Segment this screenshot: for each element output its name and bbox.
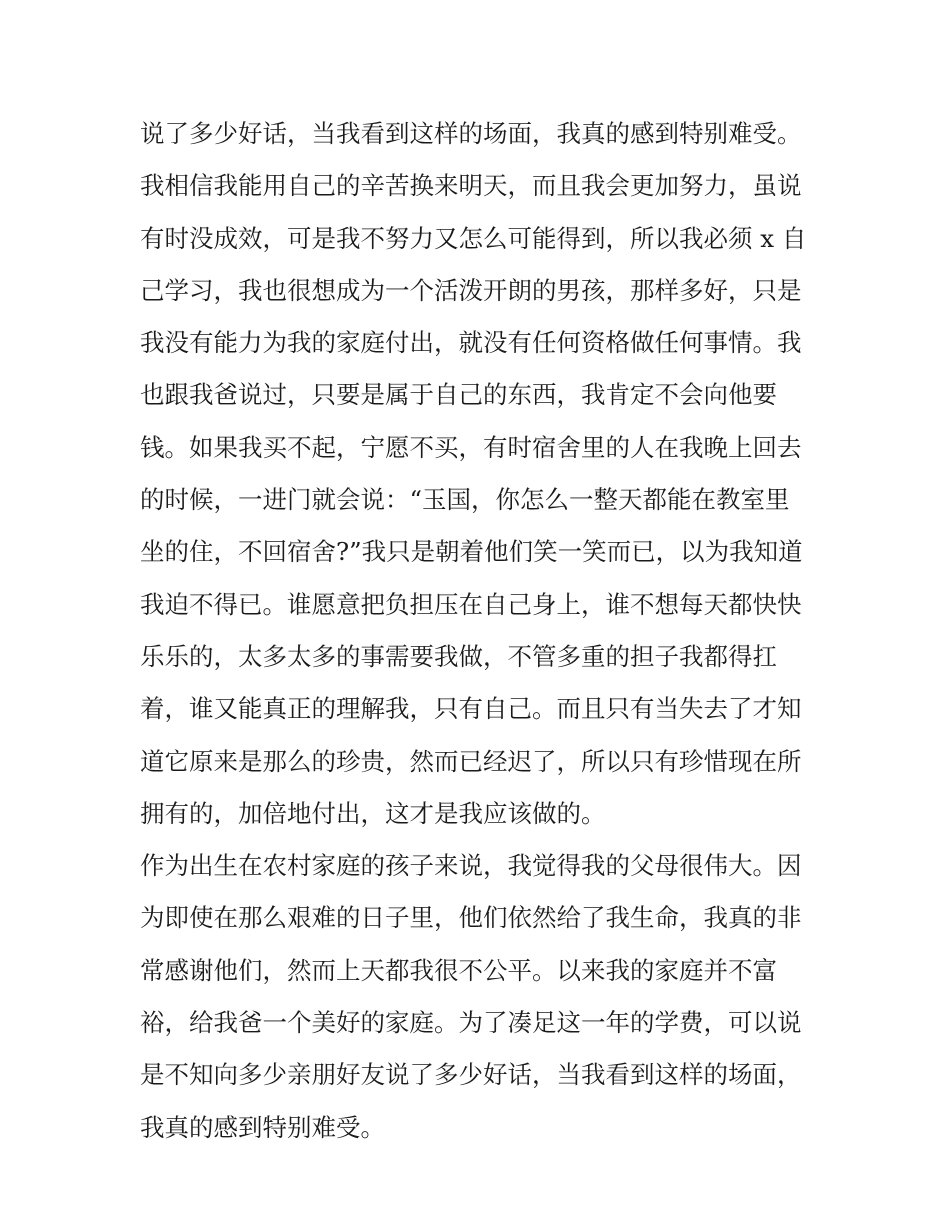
text-line: 是不知向多少亲朋好友说了多少好话，当我看到这样的场面，	[140, 1060, 802, 1090]
text-line: 作为出生在农村家庭的孩子来说，我觉得我的父母很伟大。因	[140, 851, 802, 881]
text-line: 着，谁又能真正的理解我，只有自己。而且只有当失去了才知	[140, 694, 802, 724]
text-line: 坐的住，不回宿舍?”我只是朝着他们笑一笑而已，以为我知道	[140, 537, 803, 567]
text-line: 说了多少好话，当我看到这样的场面，我真的感到特别难受。	[140, 119, 802, 148]
text-line: 我迫不得已。谁愿意把负担压在自己身上，谁不想每天都快快	[140, 589, 802, 619]
text-line: 裕，给我爸一个美好的家庭。为了凑足这一年的学费，可以说	[140, 1008, 802, 1038]
text-line: 钱。如果我买不起，宁愿不买，有时宿舍里的人在我晚上回去	[140, 432, 802, 462]
text-line: 我相信我能用自己的辛苦换来明天，而且我会更加努力，虽说	[140, 171, 802, 201]
text-line: 乐乐的，太多太多的事需要我做，不管多重的担子我都得扛	[140, 641, 777, 671]
text-line: 常感谢他们，然而上天都我很不公平。以来我的家庭并不富	[140, 955, 777, 985]
text-line: 的时候，一进门就会说：“玉国，你怎么一整天都能在教室里	[140, 485, 790, 515]
text-line: 己学习，我也很想成为一个活泼开朗的男孩，那样多好，只是	[140, 275, 802, 305]
text-line: 道它原来是那么的珍贵，然而已经迟了，所以只有珍惜现在所	[140, 746, 802, 776]
body-text	[140, 108, 820, 1154]
text-line: 为即使在那么艰难的日子里，他们依然给了我生命，我真的非	[140, 903, 802, 933]
text-line: 我没有能力为我的家庭付出，就没有任何资格做任何事情。我	[140, 328, 802, 358]
text-line: 我真的感到特别难受。	[140, 1112, 385, 1142]
text-line: 有时没成效，可是我不努力又怎么可能得到，所以我必须 x 自	[140, 223, 807, 253]
text-line: 拥有的，加倍地付出，这才是我应该做的。	[140, 798, 606, 828]
text-line: 也跟我爸说过，只要是属于自己的东西，我肯定不会向他要	[140, 380, 777, 410]
